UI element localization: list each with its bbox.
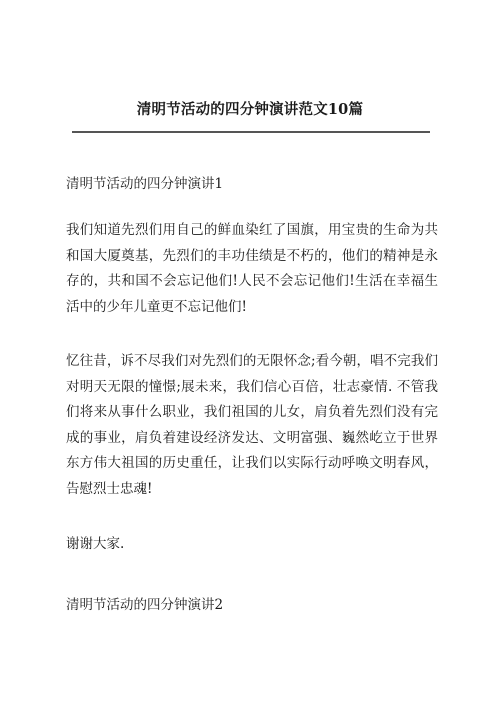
section-heading-1: 清明节活动的四分钟演讲1: [66, 176, 224, 192]
paragraph-2: 忆往昔，诉不尽我们对先烈们的无限怀念;看今朝，唱不完我们对明天无限的憧憬;展未来，我们信心百倍，壮志豪情. 不管我们将来从事什么职业，我们祖国的儿女，肩负着先烈们没有完成的事业，肩负着建设经济发达、文明富强、巍然屹立于世界东方伟大祖国的历史重任，让我们以实际行动呼唤文明春风，告慰烈士忠魂!: [66, 353, 438, 497]
document-title: 清明节活动的四分钟演讲范文10篇: [136, 101, 364, 118]
paragraph-1: 我们知道先烈们用自己的鲜血染红了国旗，用宝贵的生命为共和国大厦奠基，先烈们的丰功佳绩是不朽的，他们的精神是永存的，共和国不会忘记他们!人民不会忘记他们!生活在幸福生活中的少年儿童更不忘记他们!: [66, 222, 438, 315]
section-heading-2: 清明节活动的四分钟演讲2: [66, 597, 224, 613]
paragraph-3: 谢谢大家.: [66, 536, 125, 552]
title-divider: [72, 131, 430, 133]
